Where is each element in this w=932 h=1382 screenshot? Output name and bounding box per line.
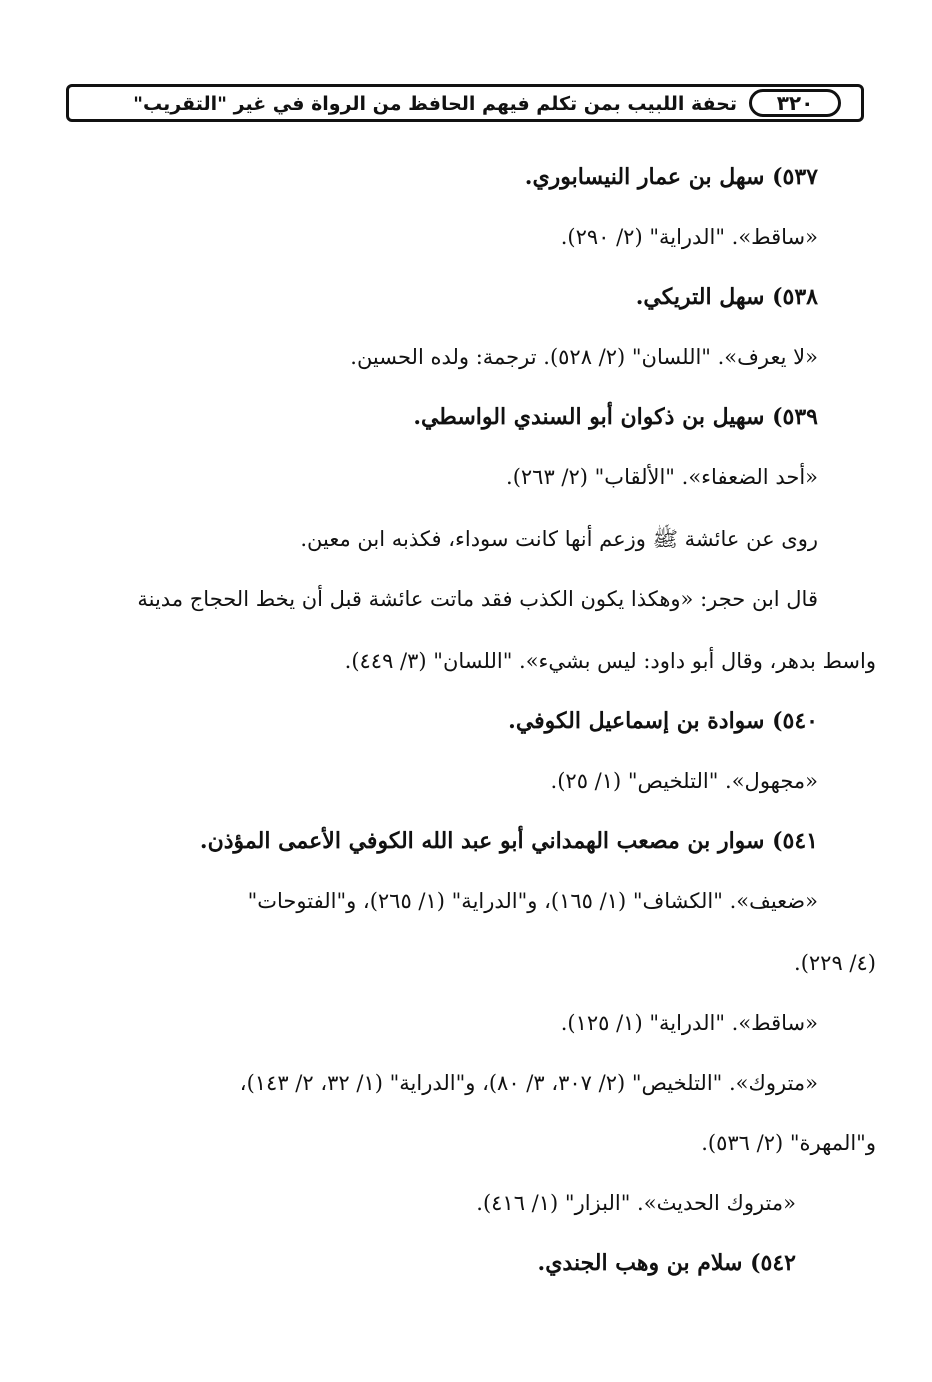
entry-note: «ساقط». "الدراية" (١/ ١٢٥). [560, 1011, 818, 1035]
running-title: تحفة اللبيب بمن تكلم فيهم الحافظ من الرواة في غير "التقريب" [133, 93, 737, 115]
body-paragraph-continuation: واسط بدهر، وقال أبو داود: ليس بشيء». "اللسان" (٣/ ٤٤٩). [344, 649, 876, 673]
entry-heading-537: ٥٣٧) سهل بن عمار النيسابوري. [524, 164, 818, 190]
entry-note: «متروك». "التلخيص" (٢/ ٣٠٧، ٣/ ٨٠)، و"الدراية" (١/ ٣٢، ٢/ ١٤٣)، [239, 1071, 818, 1095]
running-header [66, 84, 864, 122]
entry-heading-541: ٥٤١) سوار بن مصعب الهمداني أبو عبد الله الكوفي الأعمى المؤذن. [199, 828, 818, 854]
page-number: ٣٢٠ [749, 89, 841, 117]
body-paragraph: قال ابن حجر: «وهكذا يكون الكذب فقد ماتت عائشة قبل أن يخط الحجاج مدينة [137, 587, 818, 611]
entry-heading-542: ٥٤٢) سلام بن وهب الجندي. [537, 1250, 796, 1276]
entry-note: «مجهول». "التلخيص" (١/ ٢٥). [550, 769, 818, 793]
entry-note-continuation: و"المهرة" (٢/ ٥٣٦). [701, 1131, 876, 1155]
entry-note: «أحد الضعفاء». "الألقاب" (٢/ ٢٦٣). [506, 465, 818, 489]
entry-heading-540: ٥٤٠) سوادة بن إسماعيل الكوفي. [508, 708, 818, 734]
entry-heading-538: ٥٣٨) سهل التريكي. [635, 284, 818, 310]
entry-heading-539: ٥٣٩) سهيل بن ذكوان أبو السندي الواسطي. [413, 404, 818, 430]
entry-note: «لا يعرف». "اللسان" (٢/ ٥٢٨). ترجمة: ولده الحسين. [350, 345, 818, 369]
entry-note-continuation: (٤/ ٢٢٩). [794, 951, 876, 975]
entry-note: «ضعيف». "الكشاف" (١/ ١٦٥)، و"الدراية" (١/ ٢٦٥)، و"الفتوحات" [247, 889, 818, 913]
entry-note: «ساقط». "الدراية" (٢/ ٢٩٠). [560, 225, 818, 249]
entry-note: «متروك الحديث». "البزار" (١/ ٤١٦). [476, 1191, 796, 1215]
body-paragraph: روى عن عائشة ﷺ وزعم أنها كانت سوداء، فكذبه ابن معين. [300, 527, 818, 551]
